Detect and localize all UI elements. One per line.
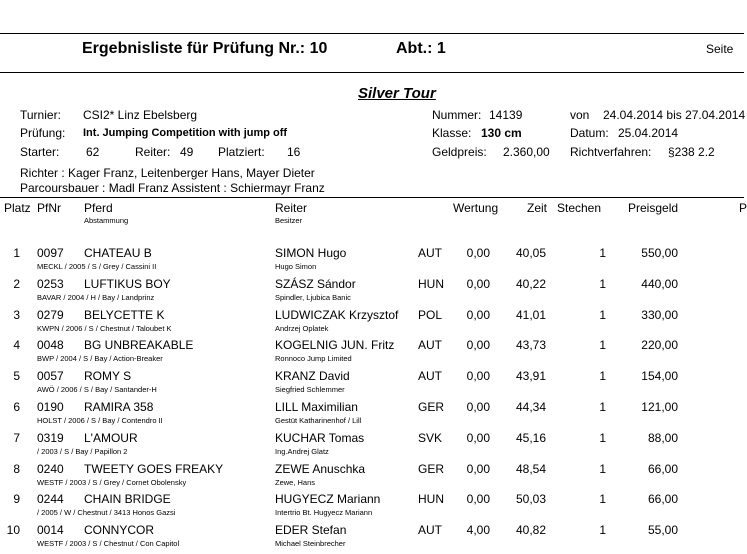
table-row [0,308,744,339]
stechen-cell: 1 [599,400,606,414]
pferd-cell: CHAIN BRIDGE [84,492,171,507]
platziert-value: 16 [287,145,301,159]
wertung-cell: 4,00 [466,523,490,538]
pferd-cell: TWEETY GOES FREAKY [84,461,224,476]
reiter-cell: LUDWICZAK Krzysztof [275,307,399,322]
pferd-cell: ROMY S [84,369,132,384]
zeit-cell: 43,91 [515,369,546,384]
competition-name: Silver Tour [358,85,436,102]
besitzer-cell: Michael Steinbrecher [275,539,346,549]
preisgeld-cell: 550,00 [641,246,678,260]
preisgeld-cell: 88,00 [647,430,678,445]
turnier-value: CSI2* Linz Ebelsberg [83,108,198,122]
besitzer-cell: Ronnoco Jump Limited [275,354,352,364]
platz-cell: 10 [6,523,20,538]
pfnr-cell: 0240 [37,461,64,476]
preisgeld-cell: 66,00 [647,461,678,476]
platziert-label: Platziert: [218,145,265,159]
preisgeld-cell: 66,00 [647,492,678,507]
nation-cell: GER [418,461,445,476]
pfnr-cell: 0190 [37,400,64,414]
reiter-count-label: Reiter: [135,145,171,159]
nation-cell: AUT [418,246,442,260]
abstammung-cell: BWP / 2004 / S / Bay / Action-Breaker [37,354,163,364]
col-pfnr: PfNr [37,201,61,215]
platz-cell: 4 [13,338,20,353]
table-row [0,277,744,308]
von-value: 24.04.2014 bis 27.04.2014 [603,108,746,122]
pruefung-value: Int. Jumping Competition with jump off [83,127,288,139]
geldpreis-label: Geldpreis: [432,145,487,159]
stechen-cell: 1 [599,369,606,384]
wertung-cell: 0,00 [466,461,490,476]
table-row [0,369,744,400]
nation-cell: HUN [418,492,444,507]
pferd-cell: BG UNBREAKABLE [84,338,194,353]
abstammung-cell: BAVAR / 2004 / H / Bay / Landprinz [37,292,155,302]
nummer-label: Nummer: [432,108,482,122]
abstammung-cell: MECKL / 2005 / S / Grey / Cassini II [37,262,157,271]
besitzer-cell: Spindler, Ljubica Banic [275,292,351,302]
table-row [0,431,744,462]
reiter-cell: LILL Maximilian [275,400,358,414]
table-row [0,462,744,493]
col-besitzer: Besitzer [275,216,303,225]
pfnr-cell: 0097 [37,246,64,260]
preisgeld-cell: 440,00 [641,276,678,291]
stechen-cell: 1 [599,430,606,445]
zeit-cell: 44,34 [515,400,546,414]
abstammung-cell: / 2005 / W / Chestnut / 3413 Honos Gazsi [37,508,176,518]
reiter-cell: KUCHAR Tomas [275,430,365,445]
pfnr-cell: 0057 [37,369,64,384]
reiter-cell: SIMON Hugo [275,246,347,260]
klasse-value: 130 cm [481,126,522,140]
header-bottom-rule [0,72,744,73]
nation-cell: AUT [418,369,442,384]
wertung-cell: 0,00 [466,369,490,384]
pferd-cell: L'AMOUR [84,430,138,445]
platz-cell: 1 [13,246,20,260]
zeit-cell: 40,05 [515,246,546,260]
reiter-cell: HUGYECZ Mariann [275,492,381,507]
preisgeld-cell: 121,00 [641,400,678,414]
preisgeld-cell: 55,00 [647,523,678,538]
page-title: Ergebnisliste für Prüfung Nr.: 10 [82,40,328,57]
reiter-cell: SZÁSZ Sándor [275,276,356,291]
reiter-cell: EDER Stefan [275,523,347,538]
abstammung-cell: / 2003 / S / Bay / Papillon 2 [37,446,128,456]
platz-cell: 2 [13,276,20,291]
nation-cell: GER [418,400,445,414]
besitzer-cell: Siegfried Schlemmer [275,385,345,395]
richter-line: Richter : Kager Franz, Leitenberger Hans, Mayer Dieter [20,166,315,180]
platz-cell: 5 [13,369,20,384]
turnier-label: Turnier: [20,108,61,122]
starter-value: 62 [86,145,100,159]
stechen-cell: 1 [599,461,606,476]
richtverfahren-label: Richtverfahren: [570,145,652,159]
table-row [0,246,744,277]
besitzer-cell: Gestüt Katharinenhof / Lill [275,416,362,425]
pferd-cell: CONNYCOR [84,523,155,538]
pruefung-label: Prüfung: [20,126,66,140]
zeit-cell: 43,73 [515,338,546,353]
besitzer-cell: Zewe, Hans [275,477,316,487]
abteilung-label: Abt.: 1 [396,40,446,57]
col-reiter: Reiter [275,201,308,215]
platz-cell: 6 [13,400,20,414]
richtverfahren-value: §238 2.2 [668,145,715,159]
stechen-cell: 1 [599,276,606,291]
table-row [0,523,744,554]
col-pferd: Pferd [84,201,113,215]
reiter-cell: KRANZ David [275,369,350,384]
pfnr-cell: 0319 [37,430,64,445]
abstammung-cell: WESTF / 2003 / S / Chestnut / Con Capitol [37,539,180,549]
nummer-value: 14139 [489,108,523,122]
abstammung-cell: AWÖ / 2006 / S / Bay / Santander-H [37,385,157,395]
pfnr-cell: 0048 [37,338,64,353]
wertung-cell: 0,00 [466,492,490,507]
wertung-cell: 0,00 [466,400,490,414]
nation-cell: HUN [418,276,444,291]
besitzer-cell: Hugo Simon [275,262,317,271]
platz-cell: 7 [13,430,20,445]
nation-cell: SVK [418,430,443,445]
preisgeld-cell: 330,00 [641,307,678,322]
parcoursbauer-line: Parcoursbauer : Madl Franz Assistent : Schiermayr Franz [20,181,325,195]
col-stechen: Stechen [557,201,602,215]
stechen-cell: 1 [599,523,606,538]
preisgeld-cell: 220,00 [641,338,678,353]
zeit-cell: 41,01 [515,307,546,322]
zeit-cell: 45,16 [515,430,546,445]
col-abstammung: Abstammung [84,216,129,225]
abstammung-cell: KWPN / 2006 / S / Chestnut / Taloubet K [37,323,172,333]
table-row [0,492,744,523]
nation-cell: AUT [418,523,442,538]
besitzer-cell: Andrzej Oplatek [275,323,329,333]
abstammung-cell: WESTF / 2003 / S / Grey / Cornet Obolensky [37,477,187,487]
pfnr-cell: 0253 [37,276,64,291]
pfnr-cell: 0279 [37,307,64,322]
nation-cell: AUT [418,338,442,353]
datum-label: Datum: [570,126,609,140]
reiter-count-value: 49 [180,145,194,159]
besitzer-cell: Ing.Andrej Glatz [275,446,329,456]
geldpreis-value: 2.360,00 [503,145,550,159]
col-wertung: Wertung [453,201,499,215]
platz-cell: 3 [13,307,20,322]
zeit-cell: 48,54 [515,461,546,476]
wertung-cell: 0,00 [466,338,490,353]
reiter-cell: ZEWE Anuschka [275,461,366,476]
wertung-cell: 0,00 [466,430,490,445]
pferd-cell: LUFTIKUS BOY [84,276,171,291]
platz-cell: 8 [13,461,20,476]
wertung-cell: 0,00 [466,246,490,260]
reiter-cell: KOGELNIG JUN. Fritz [275,338,395,353]
col-platz: Platz [4,201,31,215]
datum-value: 25.04.2014 [618,126,679,140]
pfnr-cell: 0244 [37,492,64,507]
nation-cell: POL [418,307,443,322]
preisgeld-cell: 154,00 [641,369,678,384]
zeit-cell: 40,22 [515,276,546,291]
besitzer-cell: Intertrio Bt. Hugyecz Mariann [275,508,373,518]
pferd-cell: RAMIRA 358 [84,400,154,414]
zeit-cell: 50,03 [515,492,546,507]
stechen-cell: 1 [599,307,606,322]
seite-label: Seite [706,42,734,56]
abstammung-cell: HOLST / 2006 / S / Bay / Contendro II [37,416,163,425]
stechen-cell: 1 [599,246,606,260]
col-zeit: Zeit [527,201,548,215]
pferd-cell: BELYCETTE K [84,307,165,322]
pferd-cell: CHATEAU B [84,246,152,260]
zeit-cell: 40,82 [515,523,546,538]
starter-label: Starter: [20,145,60,159]
stechen-cell: 1 [599,338,606,353]
table-row [0,400,744,431]
table-row [0,338,744,369]
platz-cell: 9 [13,492,20,507]
klasse-label: Klasse: [432,126,472,140]
col-cut: P [739,201,747,215]
wertung-cell: 0,00 [466,276,490,291]
header-top-rule [0,33,744,34]
table-top-rule [0,197,744,198]
pfnr-cell: 0014 [37,523,64,538]
wertung-cell: 0,00 [466,307,490,322]
von-label: von [570,108,590,122]
col-preisgeld: Preisgeld [628,201,679,215]
stechen-cell: 1 [599,492,606,507]
